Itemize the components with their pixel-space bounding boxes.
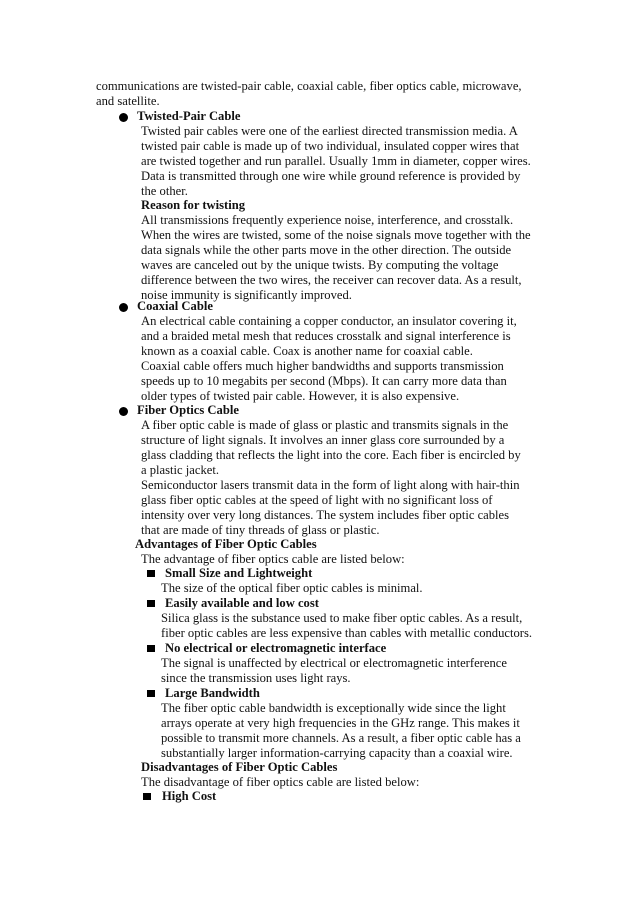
paragraph-line: intensity over very long distances. The system includes fiber optic cables [141,508,510,522]
paragraph-line: the other. [141,184,188,198]
advantage-title: No electrical or electromagnetic interface [165,641,387,655]
bullet-dot-icon [119,407,128,416]
paragraph-line: speeds up to 10 megabits per second (Mbps). It can carry more data than [141,374,507,388]
section-heading-fiber-optics: Fiber Optics Cable [137,403,239,417]
advantage-title: Large Bandwidth [165,686,260,700]
paragraph-line: The fiber optic cable bandwidth is exceptionally wide since the light [161,701,506,715]
paragraph-line: a plastic jacket. [141,463,219,477]
paragraph-line: An electrical cable containing a copper conductor, an insulator covering it, [141,314,517,328]
paragraph-line: difference between the two wires, the receiver can recover data. As a result, [141,273,522,287]
paragraph-line: The disadvantage of fiber optics cable are listed below: [141,775,420,789]
bullet-square-icon [147,645,155,653]
disadvantage-title: High Cost [162,789,217,803]
bullet-square-icon [147,600,155,608]
bullet-dot-icon [119,113,128,122]
paragraph-line: Data is transmitted through one wire while ground reference is provided by [141,169,521,183]
paragraph-line: twisted pair cable is made up of two individual, insulated copper wires that [141,139,520,153]
paragraph-line: possible to transmit more channels. As a result, a fiber optic cable has a [161,731,521,745]
paragraph-line: older types of twisted pair cable. However, it is also expensive. [141,389,460,403]
heading-advantages: Advantages of Fiber Optic Cables [135,537,317,551]
subheading-reason-for-twisting: Reason for twisting [141,198,246,212]
paragraph-line: since the transmission uses light rays. [161,671,351,685]
paragraph-line: and a braided metal mesh that reduces crosstalk and signal interference is [141,329,511,343]
bullet-square-icon [147,570,155,578]
paragraph-line: Semiconductor lasers transmit data in the form of light along with hair-thin [141,478,520,492]
heading-disadvantages: Disadvantages of Fiber Optic Cables [141,760,338,774]
section-heading-twisted-pair: Twisted-Pair Cable [137,109,241,123]
paragraph-line: Silica glass is the substance used to make fiber optic cables. As a result, [161,611,523,625]
intro-line: and satellite. [96,94,160,108]
paragraph-line: known as a coaxial cable. Coax is another name for coaxial cable. [141,344,473,358]
section-heading-coaxial: Coaxial Cable [137,299,213,313]
paragraph-line: arrays operate at very high frequencies in the GHz range. This makes it [161,716,520,730]
intro-line: communications are twisted-pair cable, coaxial cable, fiber optics cable, microwave, [96,79,522,93]
paragraph-line: Twisted pair cables were one of the earliest directed transmission media. A [141,124,518,138]
paragraph-line: The signal is unaffected by electrical or electromagnetic interference [161,656,507,670]
paragraph-line: that are made of tiny threads of glass or plastic. [141,523,380,537]
paragraph-line: glass fiber optic cables at the speed of light with no significant loss of [141,493,493,507]
paragraph-line: substantially larger information-carrying capacity than a coaxial wire. [161,746,513,760]
paragraph-line: noise immunity is significantly improved. [141,288,352,302]
paragraph-line: Coaxial cable offers much higher bandwidths and supports transmission [141,359,504,373]
advantage-title: Easily available and low cost [165,596,319,610]
paragraph-line: All transmissions frequently experience noise, interference, and crosstalk. [141,213,514,227]
paragraph-line: The size of the optical fiber optic cables is minimal. [161,581,423,595]
bullet-dot-icon [119,303,128,312]
paragraph-line: waves are canceled out by the unique twists. By computing the voltage [141,258,499,272]
paragraph-line: A fiber optic cable is made of glass or plastic and transmits signals in the [141,418,509,432]
advantage-title: Small Size and Lightweight [165,566,313,580]
paragraph-line: glass cladding that reflects the light into the core. Each fiber is encircled by [141,448,521,462]
bullet-square-icon [147,690,155,698]
paragraph-line: structure of light signals. It involves an inner glass core surrounded by a [141,433,505,447]
bullet-square-icon [143,793,151,801]
paragraph-line: data signals while the other parts move in the other direction. The outside [141,243,512,257]
paragraph-line: are twisted together and run parallel. Usually 1mm in diameter, copper wires. [141,154,531,168]
paragraph-line: When the wires are twisted, some of the noise signals move together with the [141,228,531,242]
paragraph-line: fiber optic cables are less expensive than cables with metallic conductors. [161,626,533,640]
paragraph-line: The advantage of fiber optics cable are listed below: [141,552,405,566]
